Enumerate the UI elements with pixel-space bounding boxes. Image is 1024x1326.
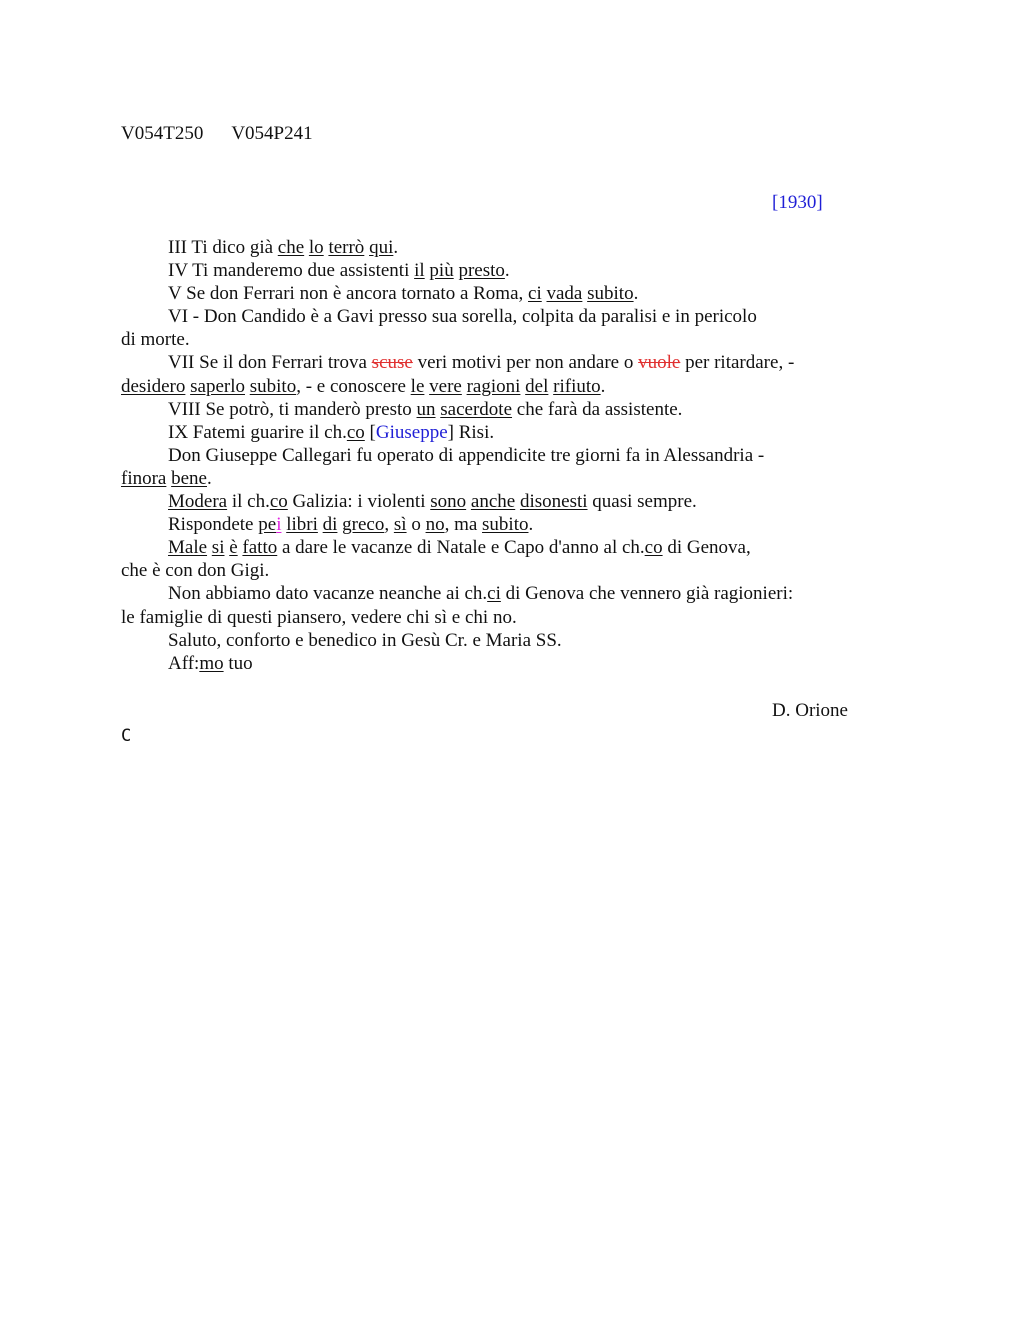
date-year: 1930 bbox=[778, 192, 817, 213]
text-line: di morte. bbox=[121, 329, 190, 351]
text-line: finora bene. bbox=[121, 467, 212, 489]
text-line: V Se don Ferrari non è ancora tornato a Roma, ci vada subito. bbox=[168, 283, 639, 305]
deleted-word: vuole bbox=[638, 352, 681, 374]
text-line: VII Se il don Ferrari trova scuse veri motivi per non andare o vuole per ritardare, - bbox=[168, 352, 795, 374]
inserted-letter: i bbox=[276, 514, 282, 536]
editorial-insertion: Giuseppe bbox=[375, 421, 448, 443]
text-line: Male si è fatto a dare le vacanze di Natale e Capo d'anno al ch.co di Genova, bbox=[168, 537, 751, 559]
footer-mark: C bbox=[121, 726, 132, 746]
signature: D. Orione bbox=[772, 700, 848, 721]
text-line: Modera il ch.co Galizia: i violenti sono anche disonesti quasi sempre. bbox=[168, 491, 697, 513]
volume-code: V054T250 bbox=[121, 123, 204, 144]
text-line: Non abbiamo dato vacanze neanche ai ch.ci di Genova che vennero già ragionieri: bbox=[168, 583, 794, 605]
letter-body bbox=[121, 236, 841, 675]
letter-date: [1930] bbox=[772, 192, 823, 213]
page-code: V054P241 bbox=[231, 123, 313, 144]
document-header bbox=[121, 122, 341, 145]
text-line: VI - Don Candido è a Gavi presso sua sorella, colpita da paralisi e in pericolo bbox=[168, 306, 757, 328]
text-line: VIII Se potrò, ti manderò presto un sacerdote che farà da assistente. bbox=[168, 398, 683, 420]
text-line: Rispondete pei libri di greco, sì o no, ma subito. bbox=[168, 514, 534, 536]
text-line: IV Ti manderemo due assistenti il più presto. bbox=[168, 260, 510, 282]
text-line: IX Fatemi guarire il ch.co [Giuseppe] Risi. bbox=[168, 421, 495, 443]
text-line: III Ti dico già che lo terrò qui. bbox=[168, 237, 399, 258]
deleted-word: scuse bbox=[371, 352, 413, 374]
text-line: Don Giuseppe Callegari fu operato di appendicite tre giorni fa in Alessandria - bbox=[168, 444, 765, 466]
text-line: Saluto, conforto e benedico in Gesù Cr. e Maria SS. bbox=[168, 629, 562, 651]
text-line: desidero saperlo subito, - e conoscere le vere ragioni del rifiuto. bbox=[121, 375, 606, 397]
text-line: le famiglie di questi piansero, vedere chi sì e chi no. bbox=[121, 606, 517, 628]
closing-line: Aff:mo tuo bbox=[168, 652, 253, 674]
text-line: che è con don Gigi. bbox=[121, 560, 270, 582]
